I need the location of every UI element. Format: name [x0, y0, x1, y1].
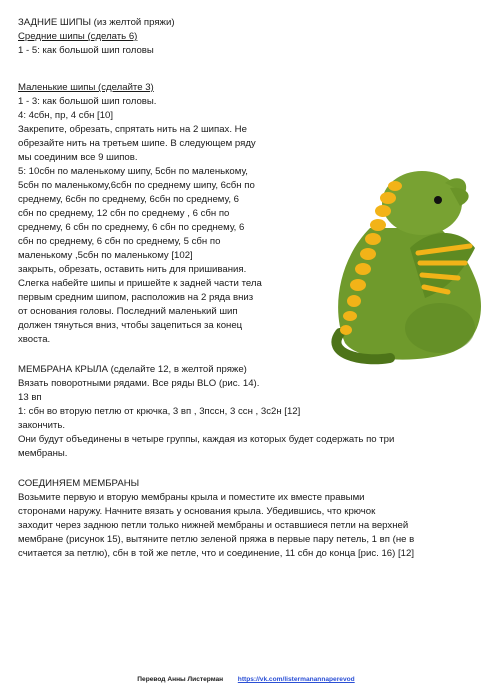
wing-membrane-line: 13 вп — [18, 392, 42, 403]
spikes-text-line: маленькому ,5сбн по маленькому [102] — [18, 250, 193, 261]
footer-credit — [0, 676, 492, 683]
translator-link[interactable]: https://vk.com/listermanannaperevod — [237, 676, 355, 683]
join-membranes-line: считается за петлю), сбн в той же петле, что и соединение, 11 сбн до конца [рис. 16) [12] — [18, 548, 415, 559]
spikes-text-line: 5сбн по маленькому,6сбн по среднему шипу, 6сбн по — [18, 180, 255, 191]
spikes-text-line: должен тянуться вниз, чтобы зацепиться за конец — [18, 320, 243, 331]
dragon-photo — [300, 158, 490, 368]
join-membranes-title: СОЕДИНЯЕМ МЕМБРАНЫ — [18, 478, 140, 489]
join-membranes-line: сторонами наружу. Начните вязать у основания крыла. Убедившись, что крючок — [18, 506, 376, 517]
back-spikes-title: ЗАДНИЕ ШИПЫ (из желтой пряжи) — [18, 17, 175, 28]
small-spikes-header: Маленькие шипы (сделайте 3) — [18, 82, 154, 93]
spikes-text-line: сбн по среднему, 6 сбн по среднему, 5 сбн по — [18, 236, 221, 247]
wing-membrane-title: МЕМБРАНА КРЫЛА (сделайте 12, в желтой пряже) — [18, 364, 247, 375]
spikes-text-line: хвоста. — [18, 334, 51, 345]
spikes-text-line: Закрепите, обрезать, спрятать нить на 2 шипах. Не — [18, 124, 247, 135]
join-membranes-line: заходит через заднюю петли только нижней мембраны и оставшиеся петли на верхней — [18, 520, 409, 531]
medium-spikes-header: Средние шипы (сделать 6) — [18, 31, 138, 42]
spikes-text-line: мы соединим все 9 шипов. — [18, 152, 138, 163]
wing-membrane-line: Они будут объединены в четыре группы, каждая из которых будет содержать по три — [18, 434, 395, 445]
dragon-eye — [434, 196, 442, 204]
spikes-text-line: среднему, 6сбн по среднему, 6сбн по среднему, 6 — [18, 194, 239, 205]
wing-membrane-line: закончить. — [18, 420, 66, 431]
spikes-text-line: от основания головы. Последний маленький шип — [18, 306, 238, 317]
spikes-text-line: 5: 10сбн по маленькому шипу, 5сбн по маленькому, — [18, 166, 248, 177]
spikes-text-line: сбн по среднему, 12 сбн по среднему , 6 сбн по — [18, 208, 230, 219]
spikes-text-line: среднему, 6 сбн по среднему, 6 сбн по среднему, 6 — [18, 222, 245, 233]
spikes-text-line: первым средним шипом, расположив на 2 ряда вниз — [18, 292, 254, 303]
spikes-text-line: Слегка набейте шипы и пришейте к задней части тела — [18, 278, 262, 289]
spikes-text-line: обрезайте нить на третьем шипе. В следующем ряду — [18, 138, 256, 149]
translator-credit: Перевод Анны Листерман — [137, 676, 224, 683]
wing-membrane-line: Вязать поворотными рядами. Все ряды BLO (рис. 14). — [18, 378, 260, 389]
join-membranes-line: Возьмите первую и вторую мембраны крыла и поместите их вместе правыми — [18, 492, 365, 503]
spikes-text-line: закрыть, обрезать, оставить нить для пришивания. — [18, 264, 247, 275]
wing-membrane-line: 1: сбн во вторую петлю от крючка, 3 вп , 3пссн, 3 ссн , 3с2н [12] — [18, 406, 301, 417]
join-membranes-line: мембране (рисунок 15), вытяните петлю зеленой пряжа в первые пару петель, 1 вп (не в — [18, 534, 415, 545]
small-spikes-row-2: 4: 4сбн, пр, 4 сбн [10] — [18, 110, 114, 121]
medium-spikes-row: 1 - 5: как большой шип головы — [18, 45, 154, 56]
wing-membrane-line: мембраны. — [18, 448, 68, 459]
small-spikes-row-1: 1 - 3: как большой шип головы. — [18, 96, 157, 107]
